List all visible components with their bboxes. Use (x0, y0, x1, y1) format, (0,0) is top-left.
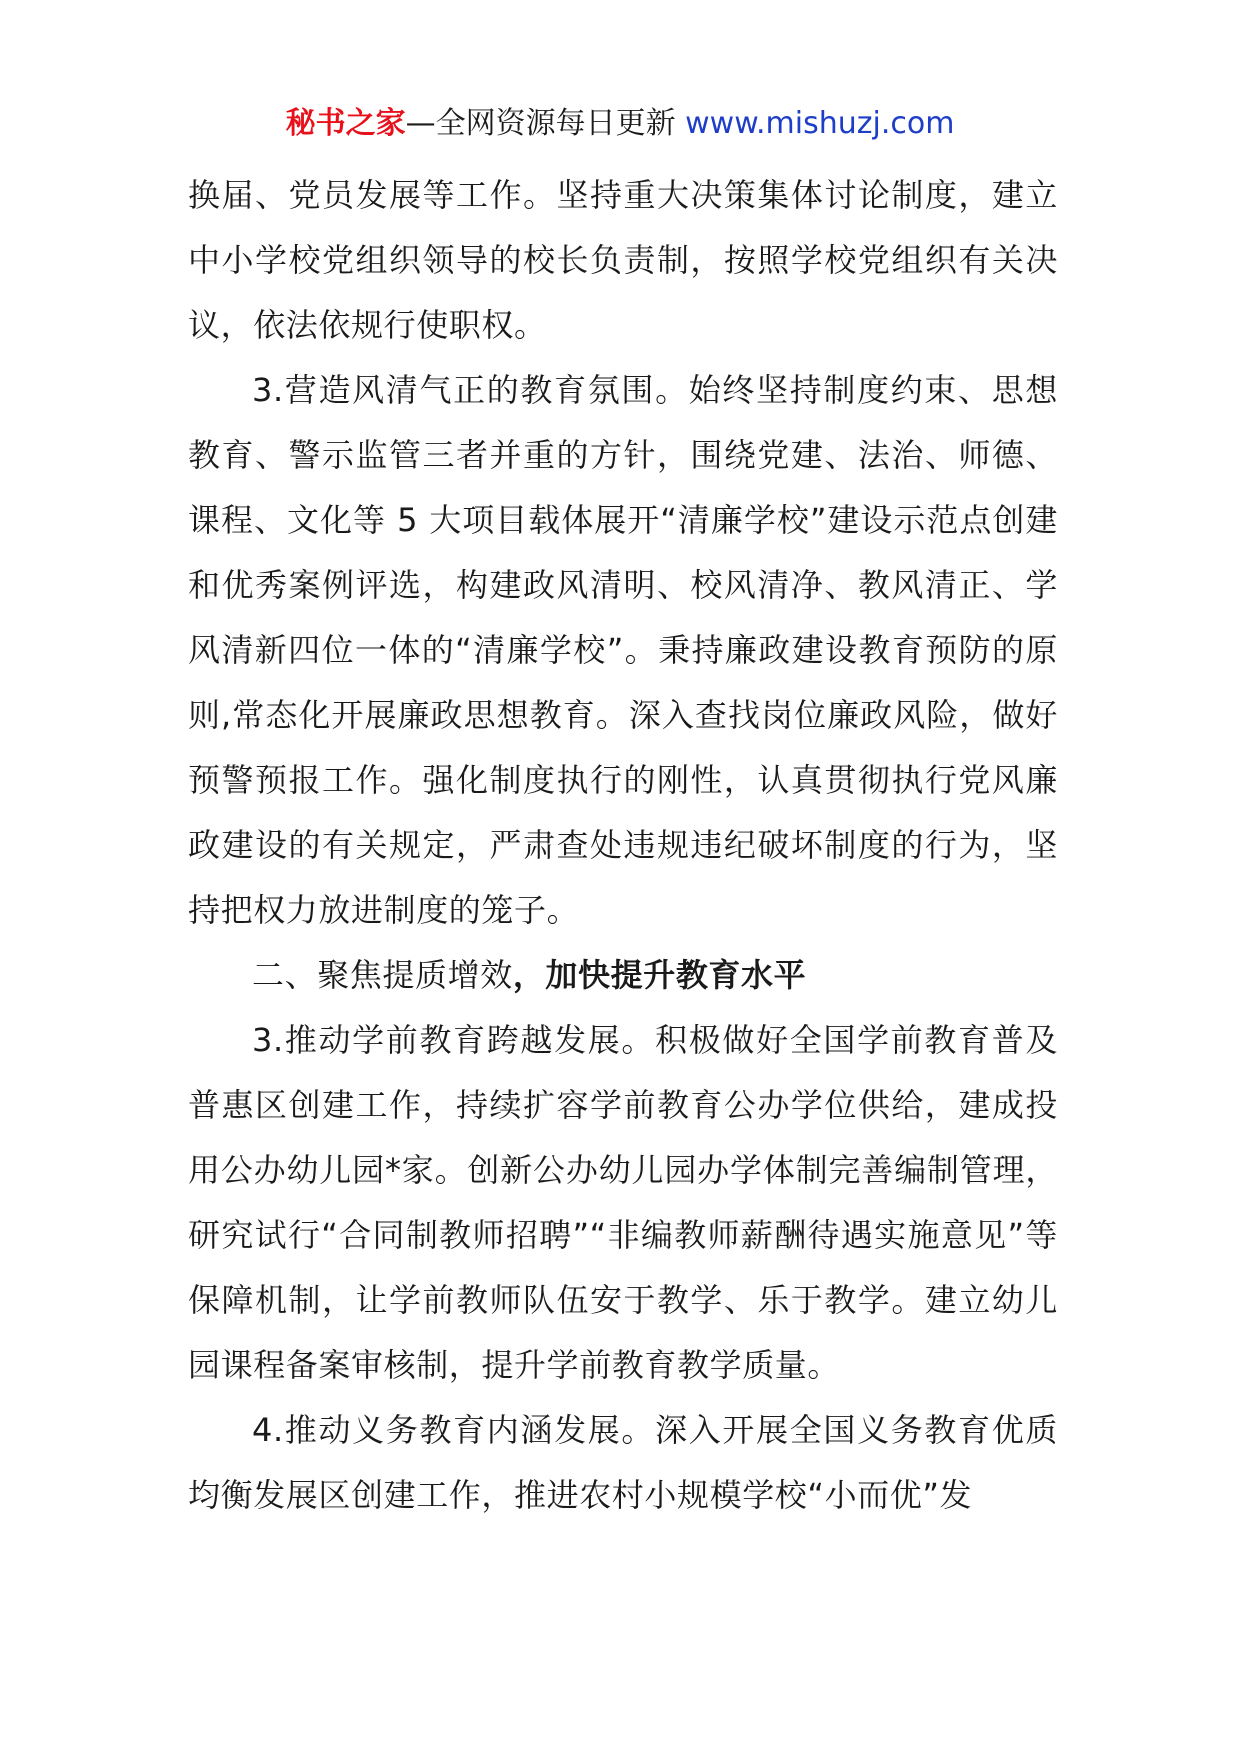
header-slogan: —全网资源每日更新 (405, 106, 676, 141)
paragraph-item-3-preschool: 3.推动学前教育跨越发展。积极做好全国学前教育普及普惠区创建工作，持续扩容学前教育公办学位供给，建成投用公办幼儿园*家。创新公办幼儿园办学体制完善编制管理，研究试行“合同制教师招聘”“非编教师薪酬待遇实施意见”等保障机制，让学前教师队伍安于教学、乐于教学。建立幼儿园课程备案审核制，提升学前教育教学质量。 (188, 1021, 1058, 1384)
page-header (0, 104, 1240, 144)
section-heading-lead: 二、聚焦提质增效 (252, 956, 513, 994)
section-heading-rest: ，加快提升教育水平 (512, 956, 807, 994)
paragraph-item-4-compulsory: 4.推动义务教育内涵发展。深入开展全国义务教育优质均衡发展区创建工作，推进农村小规模学校“小而优”发 (188, 1411, 1058, 1514)
paragraph-continued: 换届、党员发展等工作。坚持重大决策集体讨论制度，建立中小学校党组织领导的校长负责制，按照学校党组织有关决议，依法依规行使职权。 (188, 176, 1058, 344)
website-url: www.mishuzj.com (685, 106, 955, 141)
section-heading-2 (188, 943, 1058, 1008)
paragraph-item-3-atmosphere: 3.营造风清气正的教育氛围。始终坚持制度约束、思想教育、警示监管三者并重的方针，围绕党建、法治、师德、课程、文化等 5 大项目载体展开“清廉学校”建设示范点创建和优秀案例评选，构建政风清明、校风清净、教风清正、学风清新四位一体的“清廉学校”。秉持廉政建设教育预防的原则,常态化开展廉政思想教育。深入查找岗位廉政风险，做好预警预报工作。强化制度执行的刚性，认真贯彻执行党风廉政建设的有关规定，严肃查处违规违纪破坏制度的行为，坚持把权力放进制度的笼子。 (188, 371, 1058, 929)
brand-name: 秘书之家 (285, 106, 406, 141)
document-body (188, 163, 1058, 1528)
